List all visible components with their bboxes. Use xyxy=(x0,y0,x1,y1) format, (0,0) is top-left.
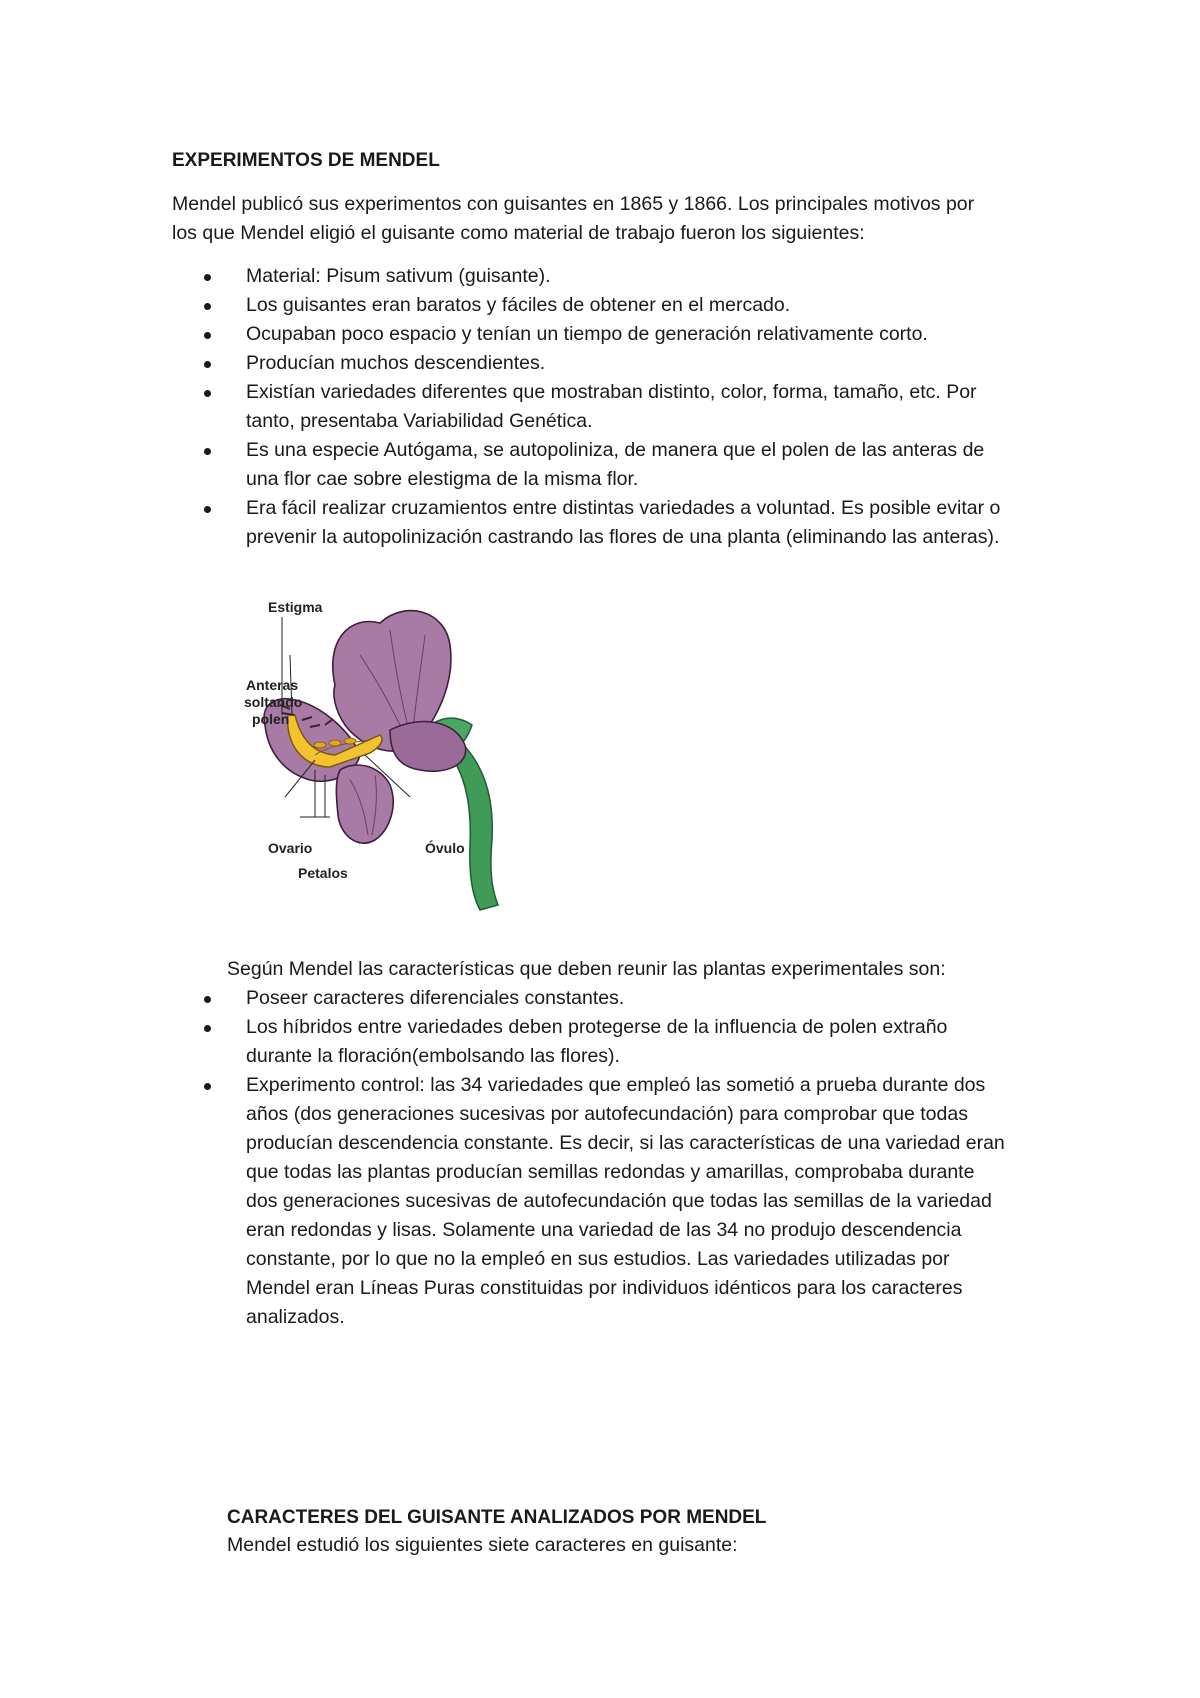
bullet-marker xyxy=(204,303,211,310)
label-anteras-2: soltando xyxy=(244,694,303,710)
list-item-line: Producían muchos descendientes. xyxy=(246,352,546,374)
list-item-line: prevenir la autopolinización castrando las flores de una planta (eliminando las anteras). xyxy=(246,526,1000,548)
list-item-line: dos generaciones sucesivas de autofecundación que todas las semillas de la variedad xyxy=(246,1190,992,1212)
label-anteras-1: Anteras xyxy=(246,677,299,693)
list-item-line: Poseer caracteres diferenciales constantes. xyxy=(246,987,625,1009)
list-item-line: Ocupaban poco espacio y tenían un tiempo de generación relativamente corto. xyxy=(246,323,928,345)
list-item-line: eran redondas y lisas. Solamente una variedad de las 34 no produjo descendencia xyxy=(246,1219,962,1241)
label-estigma: Estigma xyxy=(268,599,323,615)
bullet-marker xyxy=(204,390,211,397)
bullet-marker xyxy=(204,1083,211,1090)
label-anteras-3: polen xyxy=(252,711,290,727)
section3-intro: Mendel estudió los siguientes siete caracteres en guisante: xyxy=(227,1534,738,1556)
list-item-line: Es una especie Autógama, se autopoliniza, de manera que el polen de las anteras de xyxy=(246,439,985,461)
list-item-line: producían descendencia constante. Es decir, si las características de una variedad eran xyxy=(246,1132,1005,1154)
list-item-line: Material: Pisum sativum (guisante). xyxy=(246,265,551,287)
section-title-caracteres: CARACTERES DEL GUISANTE ANALIZADOS POR MENDEL xyxy=(227,1507,767,1528)
label-ovario: Ovario xyxy=(268,840,313,856)
lower-petal xyxy=(336,765,393,843)
list-item-line: tanto, presentaba Variabilidad Genética. xyxy=(246,410,593,432)
flower-diagram xyxy=(240,595,560,915)
list-item-line: que todas las plantas producían semillas redondas y amarillas, comprobaba durante xyxy=(246,1161,975,1183)
bullet-marker xyxy=(204,1025,211,1032)
section2-intro: Según Mendel las características que deben reunir las plantas experimentales son: xyxy=(227,958,946,980)
list-item-line: analizados. xyxy=(246,1306,345,1328)
label-petalos: Petalos xyxy=(298,865,348,881)
intro-line-1: Mendel publicó sus experimentos con guisantes en 1865 y 1866. Los principales motivos por xyxy=(172,193,975,215)
list-item-line: Existían variedades diferentes que mostraban distinto, color, forma, tamaño, etc. Por xyxy=(246,381,977,403)
list-item-line: durante la floración(embolsando las flores). xyxy=(246,1045,620,1067)
list-item-line: constante, por lo que no la empleó en sus estudios. Las variedades utilizadas por xyxy=(246,1248,950,1270)
list-item-line: una flor cae sobre elestigma de la misma flor. xyxy=(246,468,639,490)
list-item-line: Los híbridos entre variedades deben protegerse de la influencia de polen extraño xyxy=(246,1016,948,1038)
bullet-marker xyxy=(204,506,211,513)
bullet-marker xyxy=(204,996,211,1003)
bullet-marker xyxy=(204,448,211,455)
section-title-experimentos: EXPERIMENTOS DE MENDEL xyxy=(172,150,440,171)
bullet-marker xyxy=(204,361,211,368)
list-item-line: años (dos generaciones sucesivas por autofecundación) para comprobar que todas xyxy=(246,1103,968,1125)
bullet-marker xyxy=(204,332,211,339)
label-ovulo: Óvulo xyxy=(425,840,465,856)
list-item-line: Mendel eran Líneas Puras constituidas por individuos idénticos para los caracteres xyxy=(246,1277,963,1299)
list-item-line: Experimento control: las 34 variedades que empleó las sometió a prueba durante dos xyxy=(246,1074,986,1096)
list-item-line: Era fácil realizar cruzamientos entre distintas variedades a voluntad. Es posible evitar o xyxy=(246,497,1001,519)
list-item-line: Los guisantes eran baratos y fáciles de obtener en el mercado. xyxy=(246,294,791,316)
bullet-marker xyxy=(204,274,211,281)
intro-line-2: los que Mendel eligió el guisante como material de trabajo fueron los siguientes: xyxy=(172,222,865,244)
